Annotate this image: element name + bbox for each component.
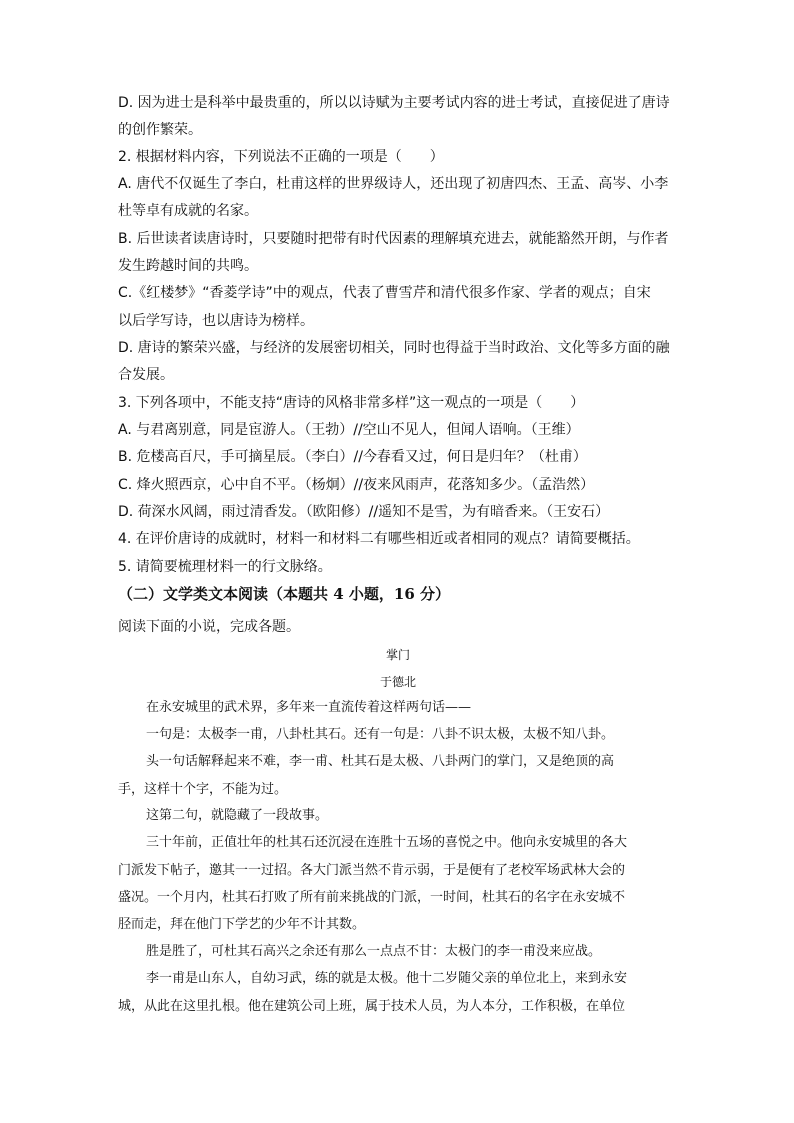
q3-option-b: B. 危楼高百尺，手可摘星辰。（李白）//今春看又过，何日是归年？（杜甫） bbox=[118, 449, 587, 465]
story-paragraph: 盛况。一个月内，杜其石打败了所有前来挑战的门派，一时间，杜其石的名字在永安城不 bbox=[118, 890, 626, 905]
story-title: 掌门 bbox=[385, 648, 410, 662]
q3-option-c: C. 烽火照西京，心中自不平。（杨炯）//夜来风雨声，花落知多少。（孟浩然） bbox=[118, 477, 595, 493]
q1-option-d-line2: 的创作繁荣。 bbox=[118, 122, 202, 138]
q4-stem: 4. 在评价唐诗的成就时，材料一和材料二有哪些相近或者相同的观点？请简要概括。 bbox=[118, 531, 640, 547]
story-paragraph: 头一句话解释起来不难，李一甫、杜其石是太极、八卦两门的掌门，又是绝顶的高 bbox=[146, 754, 615, 769]
story-paragraph: 手，这样十个字，不能为过。 bbox=[118, 782, 288, 797]
q3-stem: 3. 下列各项中，不能支持“唐诗的风格非常多样”这一观点的一项是（ ） bbox=[118, 395, 585, 411]
section-heading: （二）文学类文本阅读（本题共 4 小题，16 分） bbox=[118, 585, 450, 603]
q1-option-d-line1: D. 因为进士是科举中最贵重的，所以以诗赋为主要考试内容的进士考试，直接促进了唐诗 bbox=[118, 95, 670, 111]
story-paragraph: 在永安城里的武术界，多年来一直流传着这样两句话—— bbox=[146, 700, 472, 715]
q5-stem: 5. 请简要梳理材料一的行文脉络。 bbox=[118, 559, 332, 575]
story-paragraph: 城，从此在这里扎根。他在建筑公司上班，属于技术人员，为人本分，工作积极，在单位 bbox=[118, 999, 626, 1014]
q2-option-d-line2: 合发展。 bbox=[118, 367, 174, 383]
story-author: 于德北 bbox=[379, 675, 416, 689]
story-paragraph: 这第二句，就隐藏了一段故事。 bbox=[146, 808, 329, 823]
q2-stem: 2. 根据材料内容，下列说法不正确的一项是（ ） bbox=[118, 149, 444, 165]
section-instruction: 阅读下面的小说，完成各题。 bbox=[118, 619, 300, 635]
q2-option-c-line1: C.《红楼梦》“香菱学诗”中的观点，代表了曹雪芹和清代很多作家、学者的观点；自宋 bbox=[118, 285, 651, 301]
q2-option-a-line1: A. 唐代不仅诞生了李白，杜甫这样的世界级诗人，还出现了初唐四杰、王孟、高岑、小李 bbox=[118, 176, 669, 192]
story-paragraph: 一句是：太极李一甫，八卦杜其石。还有一句是：八卦不识太极，太极不知八卦。 bbox=[146, 727, 615, 742]
story-paragraph: 胫而走，拜在他门下学艺的少年不计其数。 bbox=[118, 917, 366, 932]
q3-option-d: D. 荷深水风阔，雨过清香发。（欧阳修）//遥知不是雪，为有暗香来。（王安石） bbox=[118, 504, 610, 520]
story-paragraph: 门派发下帖子，邀其一一过招。各大门派当然不肯示弱，于是便有了老校军场武林大会的 bbox=[118, 863, 626, 878]
story-paragraph: 胜是胜了，可杜其石高兴之余还有那么一点点不甘：太极门的李一甫没来应战。 bbox=[146, 944, 602, 959]
q2-option-d-line1: D. 唐诗的繁荣兴盛，与经济的发展密切相关，同时也得益于当时政治、文化等多方面的融 bbox=[118, 340, 670, 356]
story-paragraph: 李一甫是山东人，自幼习武，练的就是太极。他十二岁随父亲的单位北上，来到永安 bbox=[146, 971, 628, 986]
q3-option-a: A. 与君离别意，同是宦游人。（王勃）//空山不见人，但闻人语响。（王维） bbox=[118, 422, 580, 438]
q2-option-b-line2: 发生跨越时间的共鸣。 bbox=[118, 258, 258, 274]
story-paragraph: 三十年前，正值壮年的杜其石还沉浸在连胜十五场的喜悦之中。他向永安城里的各大 bbox=[146, 835, 628, 850]
q2-option-b-line1: B. 后世读者读唐诗时，只要随时把带有时代因素的理解填充进去，就能豁然开朗，与作者 bbox=[118, 231, 669, 247]
q2-option-a-line2: 杜等卓有成就的名家。 bbox=[118, 203, 258, 219]
q2-option-c-line2: 以后学写诗，也以唐诗为榜样。 bbox=[118, 313, 314, 329]
